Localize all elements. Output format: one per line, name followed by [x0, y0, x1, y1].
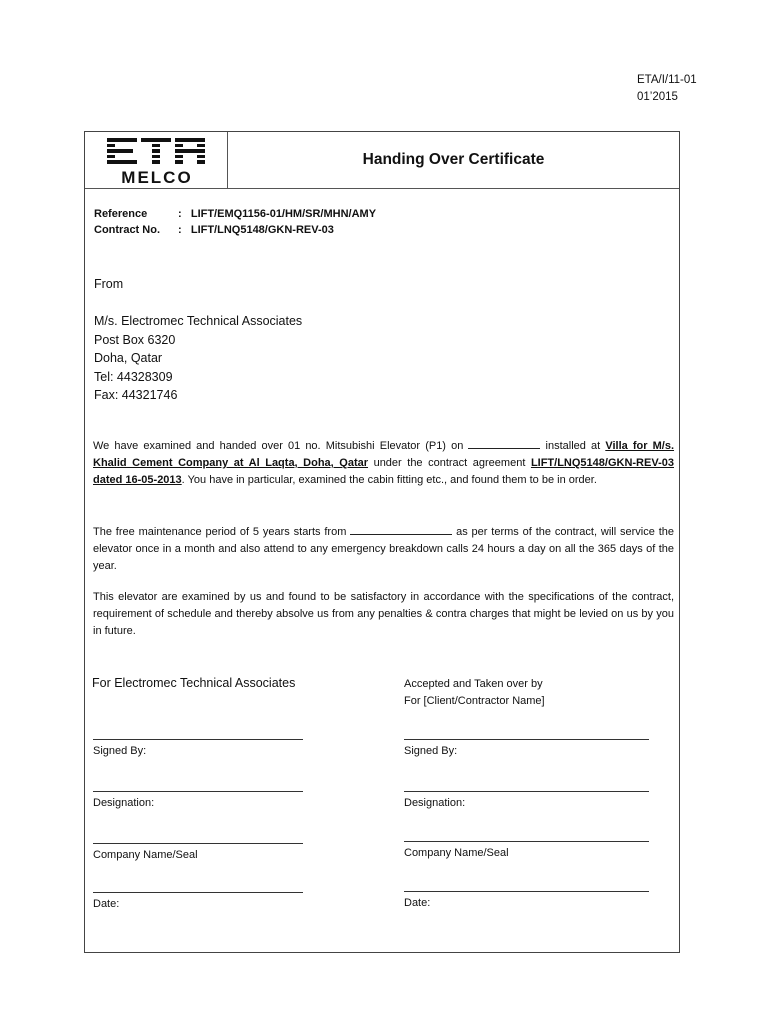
- contract-row: [94, 222, 376, 238]
- reference-value: LIFT/EMQ1156-01/HM/SR/MHN/AMY: [190, 208, 377, 220]
- para1-text: We have examined and handed over 01 no. Mitsubishi Elevator (P1) on: [93, 440, 469, 452]
- right-designation-label: Designation:: [404, 797, 466, 809]
- contract-value: LIFT/LNQ5148/GKN-REV-03: [190, 224, 334, 236]
- document-code-line2: 01’2015: [637, 91, 678, 103]
- reference-separator: :: [178, 208, 182, 220]
- address-line: Tel: 44328309: [94, 369, 173, 384]
- address-line: Doha, Qatar: [94, 351, 163, 365]
- signature-line[interactable]: [93, 843, 303, 844]
- contract-separator: :: [178, 224, 182, 236]
- contract-label: Contract No.: [94, 224, 160, 236]
- left-signature-heading: For Electromec Technical Associates: [92, 676, 296, 690]
- right-company-seal-label: Company Name/Seal: [404, 847, 509, 859]
- eta-melco-logo: [105, 135, 209, 187]
- installation-location: Villa for M/s. Khalid Cement Company at Al Laqta, Doha, Qatar: [93, 440, 675, 469]
- left-signed-by-label: Signed By:: [93, 745, 147, 757]
- signature-line[interactable]: [93, 892, 303, 893]
- certificate-frame: [84, 131, 680, 953]
- right-heading-line2: For [Client/Contractor Name]: [404, 695, 545, 707]
- address-line: M/s. Electromec Technical Associates: [94, 314, 303, 328]
- right-signature-heading: [404, 676, 545, 710]
- document-code-line1: ETA/I/11-01: [637, 74, 697, 86]
- reference-block: [94, 206, 376, 238]
- certificate-header: [85, 132, 679, 189]
- reference-label: Reference: [94, 208, 148, 220]
- signature-line[interactable]: [404, 891, 649, 892]
- logo-cell: [85, 132, 228, 188]
- left-date-label: Date:: [93, 898, 120, 910]
- para2-text: as per terms of the contract, will service the elevator once in a month and also attend to any emergency breakdown calls 24 hours a day on all the 365 days of the year.: [93, 526, 674, 572]
- handover-date-blank[interactable]: [468, 437, 540, 449]
- page-title: Handing Over Certificate: [362, 151, 545, 168]
- para1-text: under the contract agreement: [368, 457, 531, 469]
- right-signed-by-label: Signed By:: [404, 745, 458, 757]
- signature-line[interactable]: [404, 791, 649, 792]
- right-heading-line1: Accepted and Taken over by: [404, 678, 543, 690]
- left-company-seal-label: Company Name/Seal: [93, 849, 198, 861]
- para1-text: installed at: [540, 440, 606, 452]
- address-line: Fax: 44321746: [94, 388, 178, 402]
- address-line: Post Box 6320: [94, 332, 176, 347]
- from-label: From: [94, 277, 124, 291]
- reference-row: [94, 206, 376, 222]
- para2-text: The free maintenance period of 5 years starts from: [93, 526, 351, 538]
- maintenance-paragraph: [93, 523, 674, 575]
- signature-line[interactable]: [404, 739, 649, 740]
- signature-line[interactable]: [404, 841, 649, 842]
- signature-line[interactable]: [93, 791, 303, 792]
- document-code: [637, 72, 697, 106]
- right-date-label: Date:: [404, 897, 431, 909]
- para1-text: . You have in particular, examined the cabin fitting etc., and found them to be in order.: [181, 474, 597, 486]
- sender-address: [94, 312, 302, 405]
- left-designation-label: Designation:: [93, 797, 155, 809]
- logo-subtext: MELCO: [121, 168, 193, 187]
- signature-line[interactable]: [93, 739, 303, 740]
- contract-agreement: LIFT/LNQ5148/GKN-REV-03 dated 16-05-2013: [93, 457, 674, 486]
- acceptance-paragraph: This elevator are examined by us and found to be satisfactory in accordance with the specifications of the contract, requirement of schedule and thereby absolve us from any penalties & contra charges that might be levied on us by you in future.: [93, 591, 674, 637]
- handover-paragraph: [93, 437, 674, 489]
- maintenance-start-blank[interactable]: [350, 523, 452, 535]
